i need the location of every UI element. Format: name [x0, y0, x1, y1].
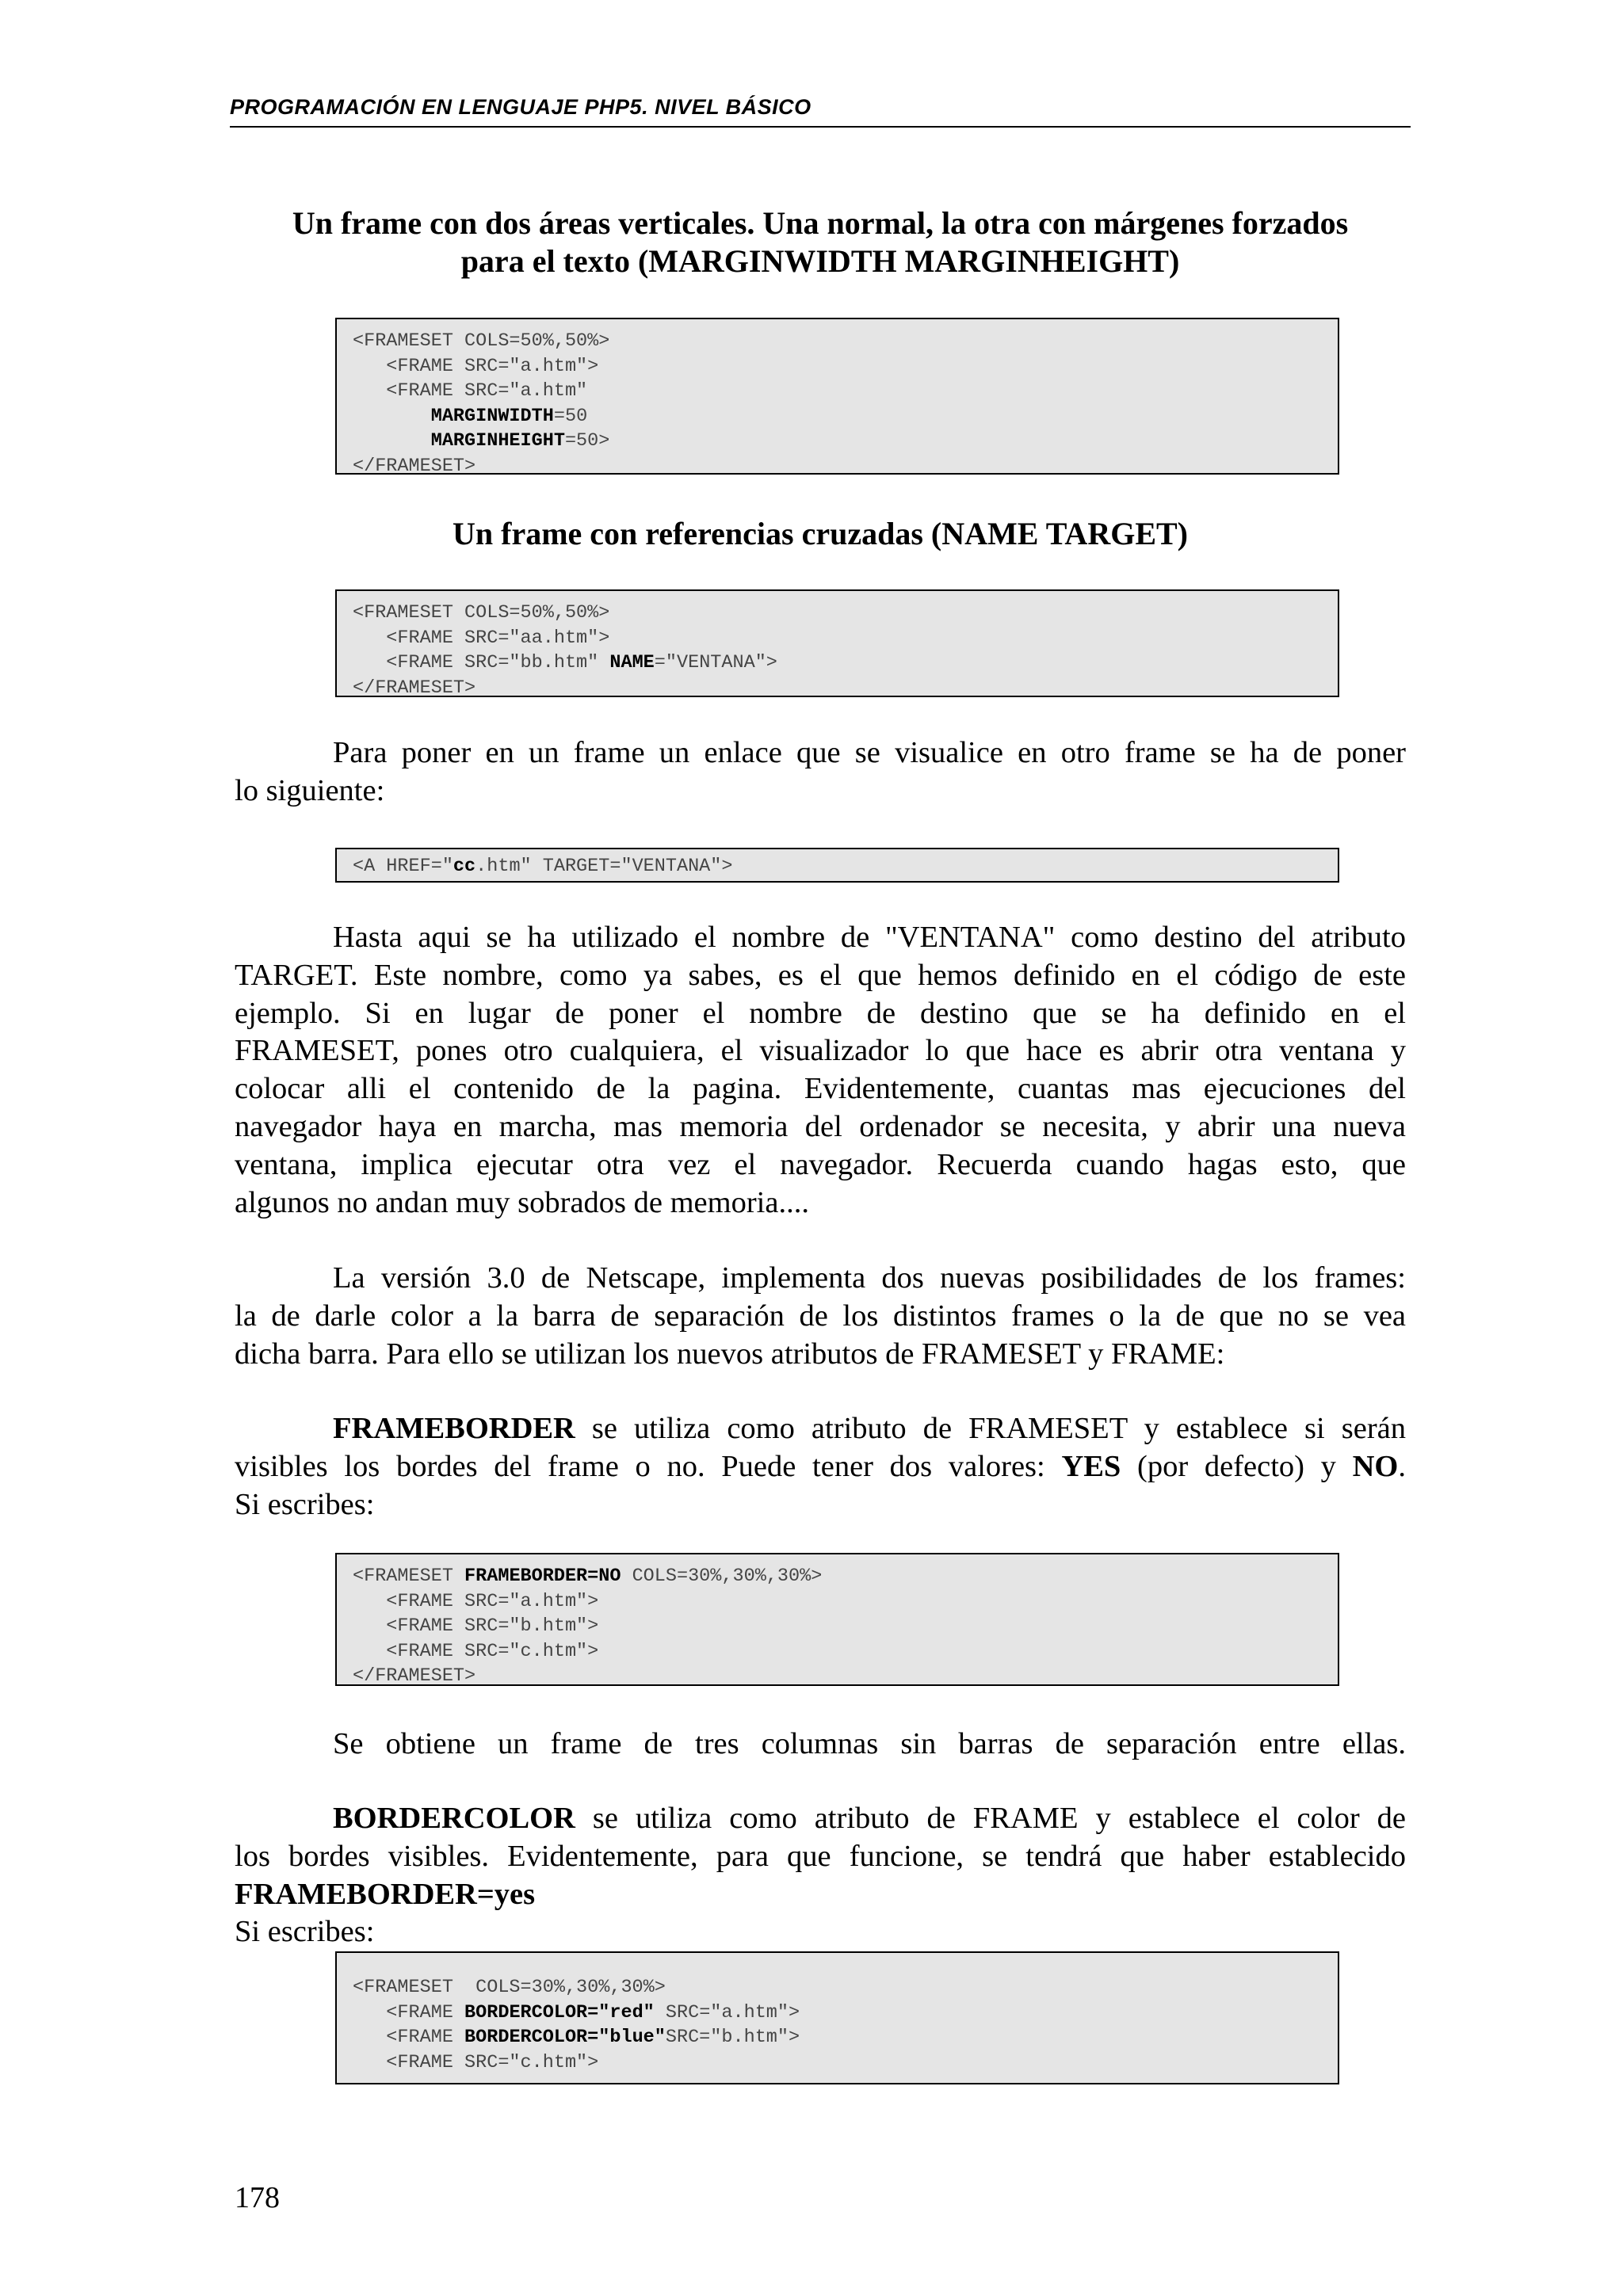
code-line: <FRAME SRC="c.htm"> [353, 2051, 599, 2073]
paragraph-line: navegador haya en marcha, mas memoria del ordenador se necesita, y abrir una nueva [235, 1109, 1406, 1143]
paragraph-text: se utiliza como atributo de FRAME y establece el color de [575, 1802, 1406, 1835]
paragraph-line: dicha barra. Para ello se utilizan los nuevos atributos de FRAMESET y FRAME: [235, 1337, 1225, 1371]
code-line: <FRAME SRC="b.htm"> [353, 1615, 599, 1637]
paragraph-line: la de darle color a la barra de separación de los distintos frames o la de que no se vea [235, 1299, 1406, 1333]
paragraph-text: visibles los bordes del frame o no. Puede tener dos valores: [235, 1449, 1062, 1483]
paragraph-text: (por defecto) y [1121, 1449, 1353, 1483]
paragraph-text: se utiliza como atributo de FRAMESET y establece si serán [575, 1412, 1406, 1445]
code-line [353, 854, 1322, 879]
code-text: <FRAME SRC="bb.htm" [353, 652, 610, 673]
section-heading-line: para el texto (MARGINWIDTH MARGINHEIGHT) [460, 243, 1180, 279]
paragraph-target-explanation [235, 919, 1406, 1222]
paragraph-line: lo siguiente: [235, 773, 385, 807]
code-text: .htm" TARGET="VENTANA"> [475, 856, 733, 877]
paragraph-line: FRAMESET, pones otro cualquiera, el visualizador lo que hace es abrir otra ventana y [235, 1034, 1406, 1068]
header-rule [230, 126, 1411, 128]
paragraph-line: Se obtiene un frame de tres columnas sin barras de separación entre ellas. [333, 1727, 1406, 1760]
code-line: <FRAMESET COLS=50%,50%> [353, 330, 610, 352]
code-line: <FRAME SRC="aa.htm"> [353, 627, 610, 649]
code-line [353, 2025, 1322, 2050]
paragraph-result [235, 1726, 1406, 1764]
code-text: SRC="b.htm"> [665, 2027, 800, 2048]
code-keyword: cc [453, 856, 476, 877]
paragraph-line: Si escribes: [235, 1915, 375, 1949]
code-line: <FRAMESET COLS=30%,30%,30%> [353, 1977, 666, 1998]
paragraph-line: los bordes visibles. Evidentemente, para que funcione, se tendrá que haber establecido [235, 1839, 1406, 1873]
code-keyword: MARGINWIDTH [430, 405, 554, 427]
running-header: PROGRAMACIÓN EN LENGUAJE PHP5. NIVEL BÁSICO [230, 95, 812, 119]
code-keyword: BORDERCOLOR="blue" [464, 2027, 666, 2048]
code-line: <FRAME SRC="a.htm" [353, 380, 588, 402]
code-line [353, 2000, 1322, 2026]
paragraph-line [235, 1800, 1406, 1838]
paragraph-bordercolor [235, 1800, 1406, 1951]
paragraph-line: algunos no andan muy sobrados de memoria.... [235, 1185, 809, 1219]
section-heading-line: Un frame con dos áreas verticales. Una normal, la otra con márgenes forzados [292, 205, 1349, 241]
paragraph-line: TARGET. Este nombre, como ya sabes, es el que hemos definido en el código de este [235, 958, 1406, 992]
code-line: </FRAMESET> [353, 677, 476, 699]
code-text: <FRAME [353, 2001, 465, 2023]
code-text: ="VENTANA"> [654, 652, 777, 673]
code-keyword: FRAMEBORDER=NO [464, 1566, 621, 1587]
code-text: COLS=30%,30%,30%> [621, 1566, 823, 1587]
code-block-anchor [335, 848, 1339, 883]
code-keyword: NAME [609, 652, 655, 673]
code-text: <FRAME [353, 2027, 465, 2048]
paragraph-line: La versión 3.0 de Netscape, implementa dos nuevas posibilidades de los frames: [333, 1261, 1406, 1295]
code-block-bordercolor [335, 1951, 1339, 2084]
code-line: </FRAMESET> [353, 455, 476, 477]
term-frameborder: FRAMEBORDER [333, 1412, 575, 1445]
code-block-frameborder [335, 1553, 1339, 1686]
paragraph-line: FRAMEBORDER=yes [235, 1877, 536, 1911]
code-text [353, 430, 431, 452]
paragraph-line: ventana, implica ejecutar otra vez el navegador. Recuerda cuando hagas esto, que [235, 1147, 1406, 1181]
paragraph-link-intro [235, 734, 1406, 810]
paragraph-line: Para poner en un frame un enlace que se visualice en otro frame se ha de poner [333, 736, 1406, 769]
code-text: SRC="a.htm"> [654, 2001, 800, 2023]
code-text: =50> [564, 430, 610, 452]
section-heading-margins [230, 204, 1411, 280]
code-block-target [335, 589, 1339, 697]
paragraph-line: colocar alli el contenido de la pagina. Evidentemente, cuantas mas ejecuciones del [235, 1072, 1406, 1106]
code-text: <A HREF=" [353, 856, 453, 877]
paragraph-text: . [1398, 1449, 1406, 1483]
code-line [353, 429, 1322, 454]
term-bordercolor: BORDERCOLOR [333, 1802, 575, 1835]
code-text: =50 [553, 405, 588, 427]
code-text: <FRAMESET [353, 1566, 465, 1587]
page-number: 178 [235, 2181, 280, 2214]
value-yes: YES [1061, 1449, 1121, 1483]
code-text [353, 406, 431, 427]
paragraph-frameborder [235, 1410, 1406, 1524]
code-block-margins [335, 318, 1339, 475]
code-line [353, 650, 1322, 676]
paragraph-line: Hasta aqui se ha utilizado el nombre de "VENTANA" como destino del atributo [333, 921, 1406, 954]
paragraph-line [235, 1410, 1406, 1448]
code-line: <FRAME SRC="a.htm"> [353, 355, 599, 377]
code-line: </FRAMESET> [353, 1665, 476, 1687]
code-line: <FRAMESET COLS=50%,50%> [353, 602, 610, 624]
paragraph-line: Si escribes: [235, 1487, 375, 1521]
code-keyword: BORDERCOLOR="red" [464, 2001, 655, 2023]
code-line: <FRAME SRC="a.htm"> [353, 1590, 599, 1612]
paragraph-line: ejemplo. Si en lugar de poner el nombre de destino que se ha definido en el [235, 996, 1406, 1030]
paragraph-netscape [235, 1260, 1406, 1373]
paragraph-line [235, 1448, 1406, 1486]
code-line [353, 404, 1322, 429]
value-no: NO [1352, 1449, 1399, 1483]
code-line: <FRAME SRC="c.htm"> [353, 1640, 599, 1662]
code-keyword: MARGINHEIGHT [430, 430, 565, 452]
section-heading-target: Un frame con referencias cruzadas (NAME TARGET) [452, 516, 1188, 551]
code-line [353, 1564, 1322, 1589]
